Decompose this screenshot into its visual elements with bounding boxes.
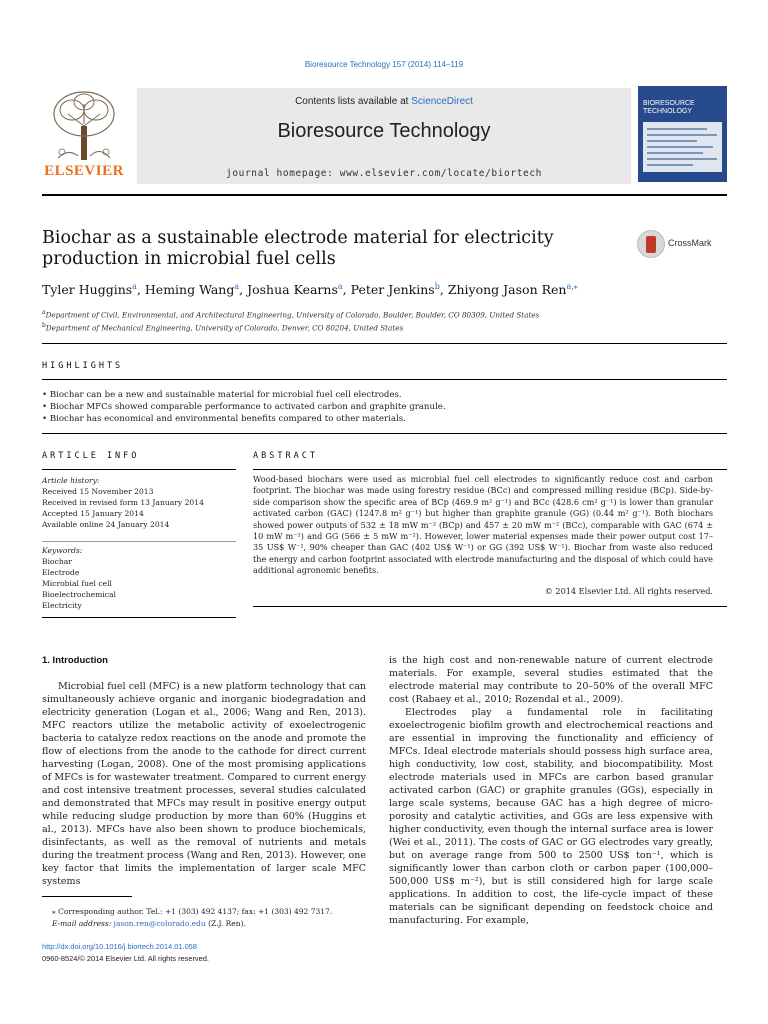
- email-line: E-mail address: jason.ren@colorado.edu (Z.J. Ren).: [52, 919, 246, 928]
- abstract-heading: ABSTRACT: [253, 451, 318, 461]
- section-rule: [42, 343, 727, 344]
- journal-cover-thumbnail[interactable]: [638, 86, 727, 182]
- author-name[interactable]: Zhiyong Jason Ren: [447, 282, 567, 298]
- keyword[interactable]: Microbial fuel cell: [42, 579, 112, 588]
- publisher-wordmark: ELSEVIER: [44, 163, 124, 179]
- author-name[interactable]: Heming Wang: [144, 282, 235, 298]
- contents-prefix: Contents lists available at: [295, 96, 412, 107]
- article-info-rule: [42, 469, 236, 470]
- issn-line: 0960-8524/© 2014 Elsevier Ltd. All rights reserved.: [42, 954, 209, 963]
- author-affiliation-mark: a: [337, 282, 343, 291]
- abstract-rule-bottom: [253, 606, 727, 607]
- keyword[interactable]: Electricity: [42, 601, 82, 610]
- history-heading: Article history:: [42, 476, 100, 485]
- journal-homepage-link[interactable]: journal homepage: www.elsevier.com/locate/biortech: [226, 168, 542, 179]
- article-title: Biochar as a sustainable electrode material for electricity production in microbial fuel cells: [42, 228, 554, 269]
- highlight-item: • Biochar can be a new and sustainable material for microbial fuel cell electrodes.: [42, 389, 727, 401]
- cover-title: BIORESOURCE TECHNOLOGY: [643, 100, 695, 115]
- abstract-copyright: © 2014 Elsevier Ltd. All rights reserved.: [544, 586, 713, 596]
- journal-reference-link[interactable]: Bioresource Technology 157 (2014) 114–119: [304, 60, 464, 69]
- author-name[interactable]: Joshua Kearns: [247, 282, 338, 298]
- affiliation: $^a$Department of Civil, Environmental, and Architectural Engineering, University of Colorado, Boulder, Boulder, CO 80309, United States: [42, 309, 540, 320]
- body-paragraph: Electrodes play a fundamental role in facilitating exoelectrogenic biofilm growth and electrochemical reactions and are essential in improving the functionality and efficiency of MFCs. Ideal electrode materials should possess high surface area, high conductivity, low cost, stability, and biocompatibility. Most electrode materials used in MFCs are carbon based granular activated carbon (GAC) or graphite granules (GGs), especially in large scale systems, because GAC has a high degree of micro-porosity and catalytic activities, and GGs are less expensive with higher conductivity, even though the internal surface area is lower (Wei et al., 2011). The costs of GAC or GG electrodes vary greatly, but on average range from 500 to 2500 US$ ton⁻¹, which is significantly lower than carbon cloth or carbon paper (100,000–500,000 US$ m⁻²), but is still considered high for large scale applications. In addition to cost, the life-cycle impact of these materials can be significant depending on feedstock choice and manufacturing. For example,: [389, 707, 713, 926]
- doi-link[interactable]: http://dx.doi.org/10.1016/j.biortech.2014.01.058: [42, 942, 197, 951]
- author-affiliation-mark: b: [434, 282, 440, 291]
- crossmark-button[interactable]: [637, 230, 727, 260]
- sciencedirect-link[interactable]: ScienceDirect: [411, 96, 473, 107]
- keyword[interactable]: Biochar: [42, 557, 72, 566]
- highlights-list: [42, 389, 727, 425]
- elsevier-tree-icon: [48, 88, 120, 162]
- highlights-rule-bottom: [42, 433, 727, 434]
- footnote-rule: [42, 896, 132, 897]
- article-history: [42, 475, 236, 530]
- crossmark-icon: [637, 230, 665, 258]
- history-item: Received in revised form 13 January 2014: [42, 498, 204, 507]
- author-affiliation-mark: a,⁎: [566, 282, 578, 291]
- header-rule: [42, 194, 727, 196]
- journal-header-box: [137, 88, 631, 184]
- keyword[interactable]: Electrode: [42, 568, 80, 577]
- affiliations: [42, 307, 727, 334]
- highlight-item: • Biochar MFCs showed comparable performance to activated carbon and graphite granule.: [42, 401, 727, 413]
- keywords: [42, 545, 236, 611]
- history-item: Accepted 15 January 2014: [42, 509, 144, 518]
- elsevier-logo[interactable]: [42, 86, 126, 182]
- highlights-heading: HIGHLIGHTS: [42, 361, 124, 371]
- author-email-link[interactable]: jason.ren@colorado.edu: [113, 919, 206, 928]
- keywords-heading: Keywords:: [42, 546, 83, 555]
- abstract-rule: [253, 469, 727, 470]
- cover-art: [643, 122, 722, 172]
- contents-line: [137, 96, 631, 107]
- author-name[interactable]: Peter Jenkins: [350, 282, 435, 298]
- crossmark-label: CrossMark: [668, 238, 712, 248]
- journal-title: Bioresource Technology: [277, 120, 491, 142]
- article-info-rule-bottom: [42, 617, 236, 618]
- author-affiliation-mark: a: [234, 282, 240, 291]
- corresponding-author-line: ⁎ Corresponding author. Tel.: +1 (303) 492 4137; fax: +1 (303) 492 7317.: [52, 907, 333, 916]
- history-item: Received 15 November 2013: [42, 487, 154, 496]
- history-item: Available online 24 January 2014: [42, 520, 170, 529]
- author-name[interactable]: Tyler Huggins: [42, 282, 133, 298]
- corresponding-author-footnote: [42, 906, 366, 930]
- body-paragraph: is the high cost and non-renewable nature of current electrode materials. For example, several studies estimated that the electrode material may contribute to 20–50% of the overall MFC cost (Rabaey et al., 2010; Rozendal et al., 2009).: [389, 655, 713, 705]
- author-affiliation-mark: a: [132, 282, 137, 291]
- section-heading-introduction: 1. Introduction: [42, 655, 108, 666]
- article-info-heading: ARTICLE INFO: [42, 451, 140, 461]
- highlights-rule: [42, 379, 727, 380]
- body-paragraph: Microbial fuel cell (MFC) is a new platform technology that can simultaneously achieve organic and inorganic biodegradation and electricity generation (Logan et al., 2006; Wang and Ren, 2013). MFC reactors utilize the metabolic activity of exoelectrogenic bacteria to catalyze redox reactions on the anode and promote the flow of elections from the anode to the cathode for direct current harvesting (Logan, 2008). One of the most promising applications of MFCs is for wastewater treatment. Compared to current energy and cost intensive treatment processes, several studies calculated and demonstrated that MFCs may result in positive energy output while reducing sludge production by more than 60% (Huggins et al., 2013). MFCs have also been shown to produce biochemicals, disinfectants, as well as the removal of nutrients and metals during the treatment process (Wang and Ren, 2013). However, one key factor that limits the implementation of larger scale MFC systems: [42, 681, 366, 887]
- keyword[interactable]: Bioelectrochemical: [42, 590, 116, 599]
- highlight-item: • Biochar has economical and environmental benefits compared to other materials.: [42, 413, 727, 425]
- affiliation: $^b$Department of Mechanical Engineering, University of Colorado, Denver, CO 80204, United States: [42, 322, 404, 333]
- author-list: Tyler Huggins$^a$, Heming Wang$^a$, Joshua Kearns$^a$, Peter Jenkins$^b$, Zhiyong Jason Ren$^{a,⁎}$: [42, 282, 578, 298]
- abstract-body: Wood-based biochars were used as microbial fuel cell electrodes to significantly reduce cost and carbon footprint. The biochar was made using forestry residue (BCc) and compressed milling residue (BCp). Side-by-side comparison show the specific area of BCp (469.9 m² g⁻¹) and BCc (428.6 cm² g⁻¹) is lower than granular activated carbon (GAC) (1247.8 m² g⁻¹) but higher than graphite granule (GG) (0.44 m² g⁻¹). Both biochars showed power outputs of 532 ± 18 mW m⁻² (BCp) and 457 ± 20 mW m⁻² (BCc), comparable with GAC (674 ± 10 mW m⁻²) and GG (566 ± 5 mW m⁻²). However, lower material expenses made their power output cost 17–35 US$ W⁻¹, 90% cheaper than GAC (402 US$ W⁻¹) or GG (392 US$ W⁻¹). Biochar from waste also reduced the energy and carbon footprint associated with electrode manufacturing and the disposal of which could have additional agronomic benefits.: [253, 474, 713, 576]
- keywords-rule: [42, 541, 236, 542]
- body-column-left: [42, 654, 366, 888]
- body-column-right: [389, 654, 713, 927]
- journal-masthead: [42, 86, 727, 186]
- doi-block: [42, 941, 366, 965]
